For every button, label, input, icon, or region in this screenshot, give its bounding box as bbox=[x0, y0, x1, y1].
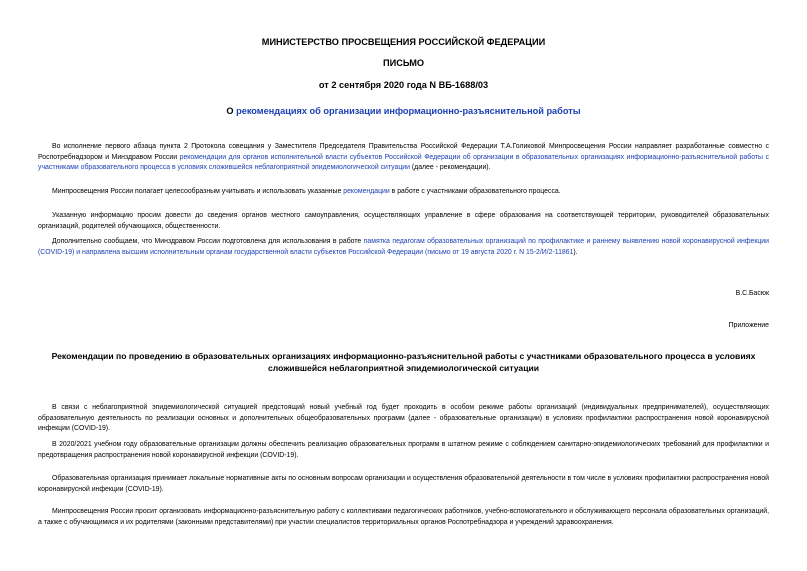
signature: В.С.Басюк bbox=[735, 290, 769, 297]
memo-link[interactable]: памятка педагогам образовательных организаций по профилактике и раннему выявлению новой коронавирусной инфекции (COVID-19) и направлена высшим исполнительным органам государственной власти субъектов Российской Федерации ( bbox=[38, 238, 769, 256]
paragraph-2-text-b: в работе с участниками образовательного процесса. bbox=[389, 188, 561, 195]
paragraph-2 bbox=[38, 187, 769, 198]
paragraph-3: Указанную информацию просим довести до сведения органов местного самоуправления, осуществляющих управление в сфере образования на соответствующей территории, руководителей образовательных организаций, родителей обучающихся, общественности. bbox=[38, 212, 769, 230]
paragraph-1-text-a: Во исполнение первого абзаца пункта 2 Протокола совещания у Заместителя Председателя Правительства Российской Федерации Т.А.Голиковой Минпросвещения России направляет разработанные совместно с Роспотребнадзором и Минздравом России bbox=[38, 143, 769, 161]
paragraph-4-text-b: ). bbox=[573, 248, 578, 256]
ministry-heading: МИНИСТЕРСТВО ПРОСВЕЩЕНИЯ РОССИЙСКОЙ ФЕДЕРАЦИИ bbox=[261, 37, 546, 47]
appendix-title: Рекомендации по проведению в образовательных организациях информационно-разъяснительной работы с участниками образовательного процесса в условиях сложившейся неблагоприятной эпидемиологической ситуации bbox=[51, 351, 756, 373]
paragraph-1-text-b: (далее - рекомендации). bbox=[409, 164, 491, 171]
subject-prefix: О bbox=[226, 106, 237, 116]
recommendations-link[interactable]: рекомендации для органов исполнительной власти субъектов Российской Федерации об организации в образовательных организациях информационно-разъяснительной работы с участниками образовательного процесса в условиях сложившейся неблагоприятной эпидемиологической ситуации bbox=[38, 153, 769, 171]
document-subject bbox=[38, 106, 769, 117]
document-date-number: от 2 сентября 2020 года N ВБ-1688/03 bbox=[318, 80, 489, 90]
paragraph-4 bbox=[38, 237, 769, 258]
appendix-paragraph-3: Образовательная организация принимает локальные нормативные акты по основным вопросам организации и осуществления образовательной деятельности в том числе в условиях профилактики распространения новой коронавирусной инфекции (COVID-19). bbox=[38, 475, 769, 493]
paragraph-1 bbox=[38, 142, 769, 174]
subject-link[interactable]: рекомендациях об организации информационно-разъяснительной работы bbox=[236, 106, 581, 116]
appendix-paragraph-2: В 2020/2021 учебном году образовательные организации должны обеспечить реализацию образовательных программ в штатном режиме с соблюдением санитарно-эпидемиологических требований для профилактики и предотвращения распространения новой коронавирусной инфекции (COVID-19). bbox=[38, 441, 769, 459]
appendix-label: Приложение bbox=[728, 322, 769, 329]
paragraph-4-text-a: Дополнительно сообщаем, что Минздравом России подготовлена для использования в работе bbox=[52, 238, 364, 245]
appendix-paragraph-1: В связи с неблагоприятной эпидемиологической ситуацией предстоящий новый учебный год будет проходить в особом режиме работы организаций (индивидуальных предпринимателей), осуществляющих образовательную деятельность по реализации основных и дополнительных общеобразовательных программ (далее - образовательные организации) в условиях профилактики распространения новой коронавирусной инфекции (COVID-19). bbox=[38, 404, 769, 432]
appendix-paragraph-4: Минпросвещения России просит организовать информационно-разъяснительную работу с коллективами педагогических работников, учебно-вспомогательного и обслуживающего персонала образовательных организаций, а также с обучающимися и их родителями (законными представителями) при участии специалистов территориальных органов Роспотребнадзора и учреждений здравоохранения. bbox=[38, 508, 769, 526]
paragraph-2-text-a: Минпросвещения России полагает целесообразным учитывать и использовать указанные bbox=[52, 188, 344, 195]
letter-link[interactable]: письмо от 19 августа 2020 г. N 15-2/И/2-11861 bbox=[427, 248, 574, 256]
document-type: ПИСЬМО bbox=[382, 58, 425, 68]
recommendations-link-short[interactable]: рекомендации bbox=[343, 188, 390, 195]
